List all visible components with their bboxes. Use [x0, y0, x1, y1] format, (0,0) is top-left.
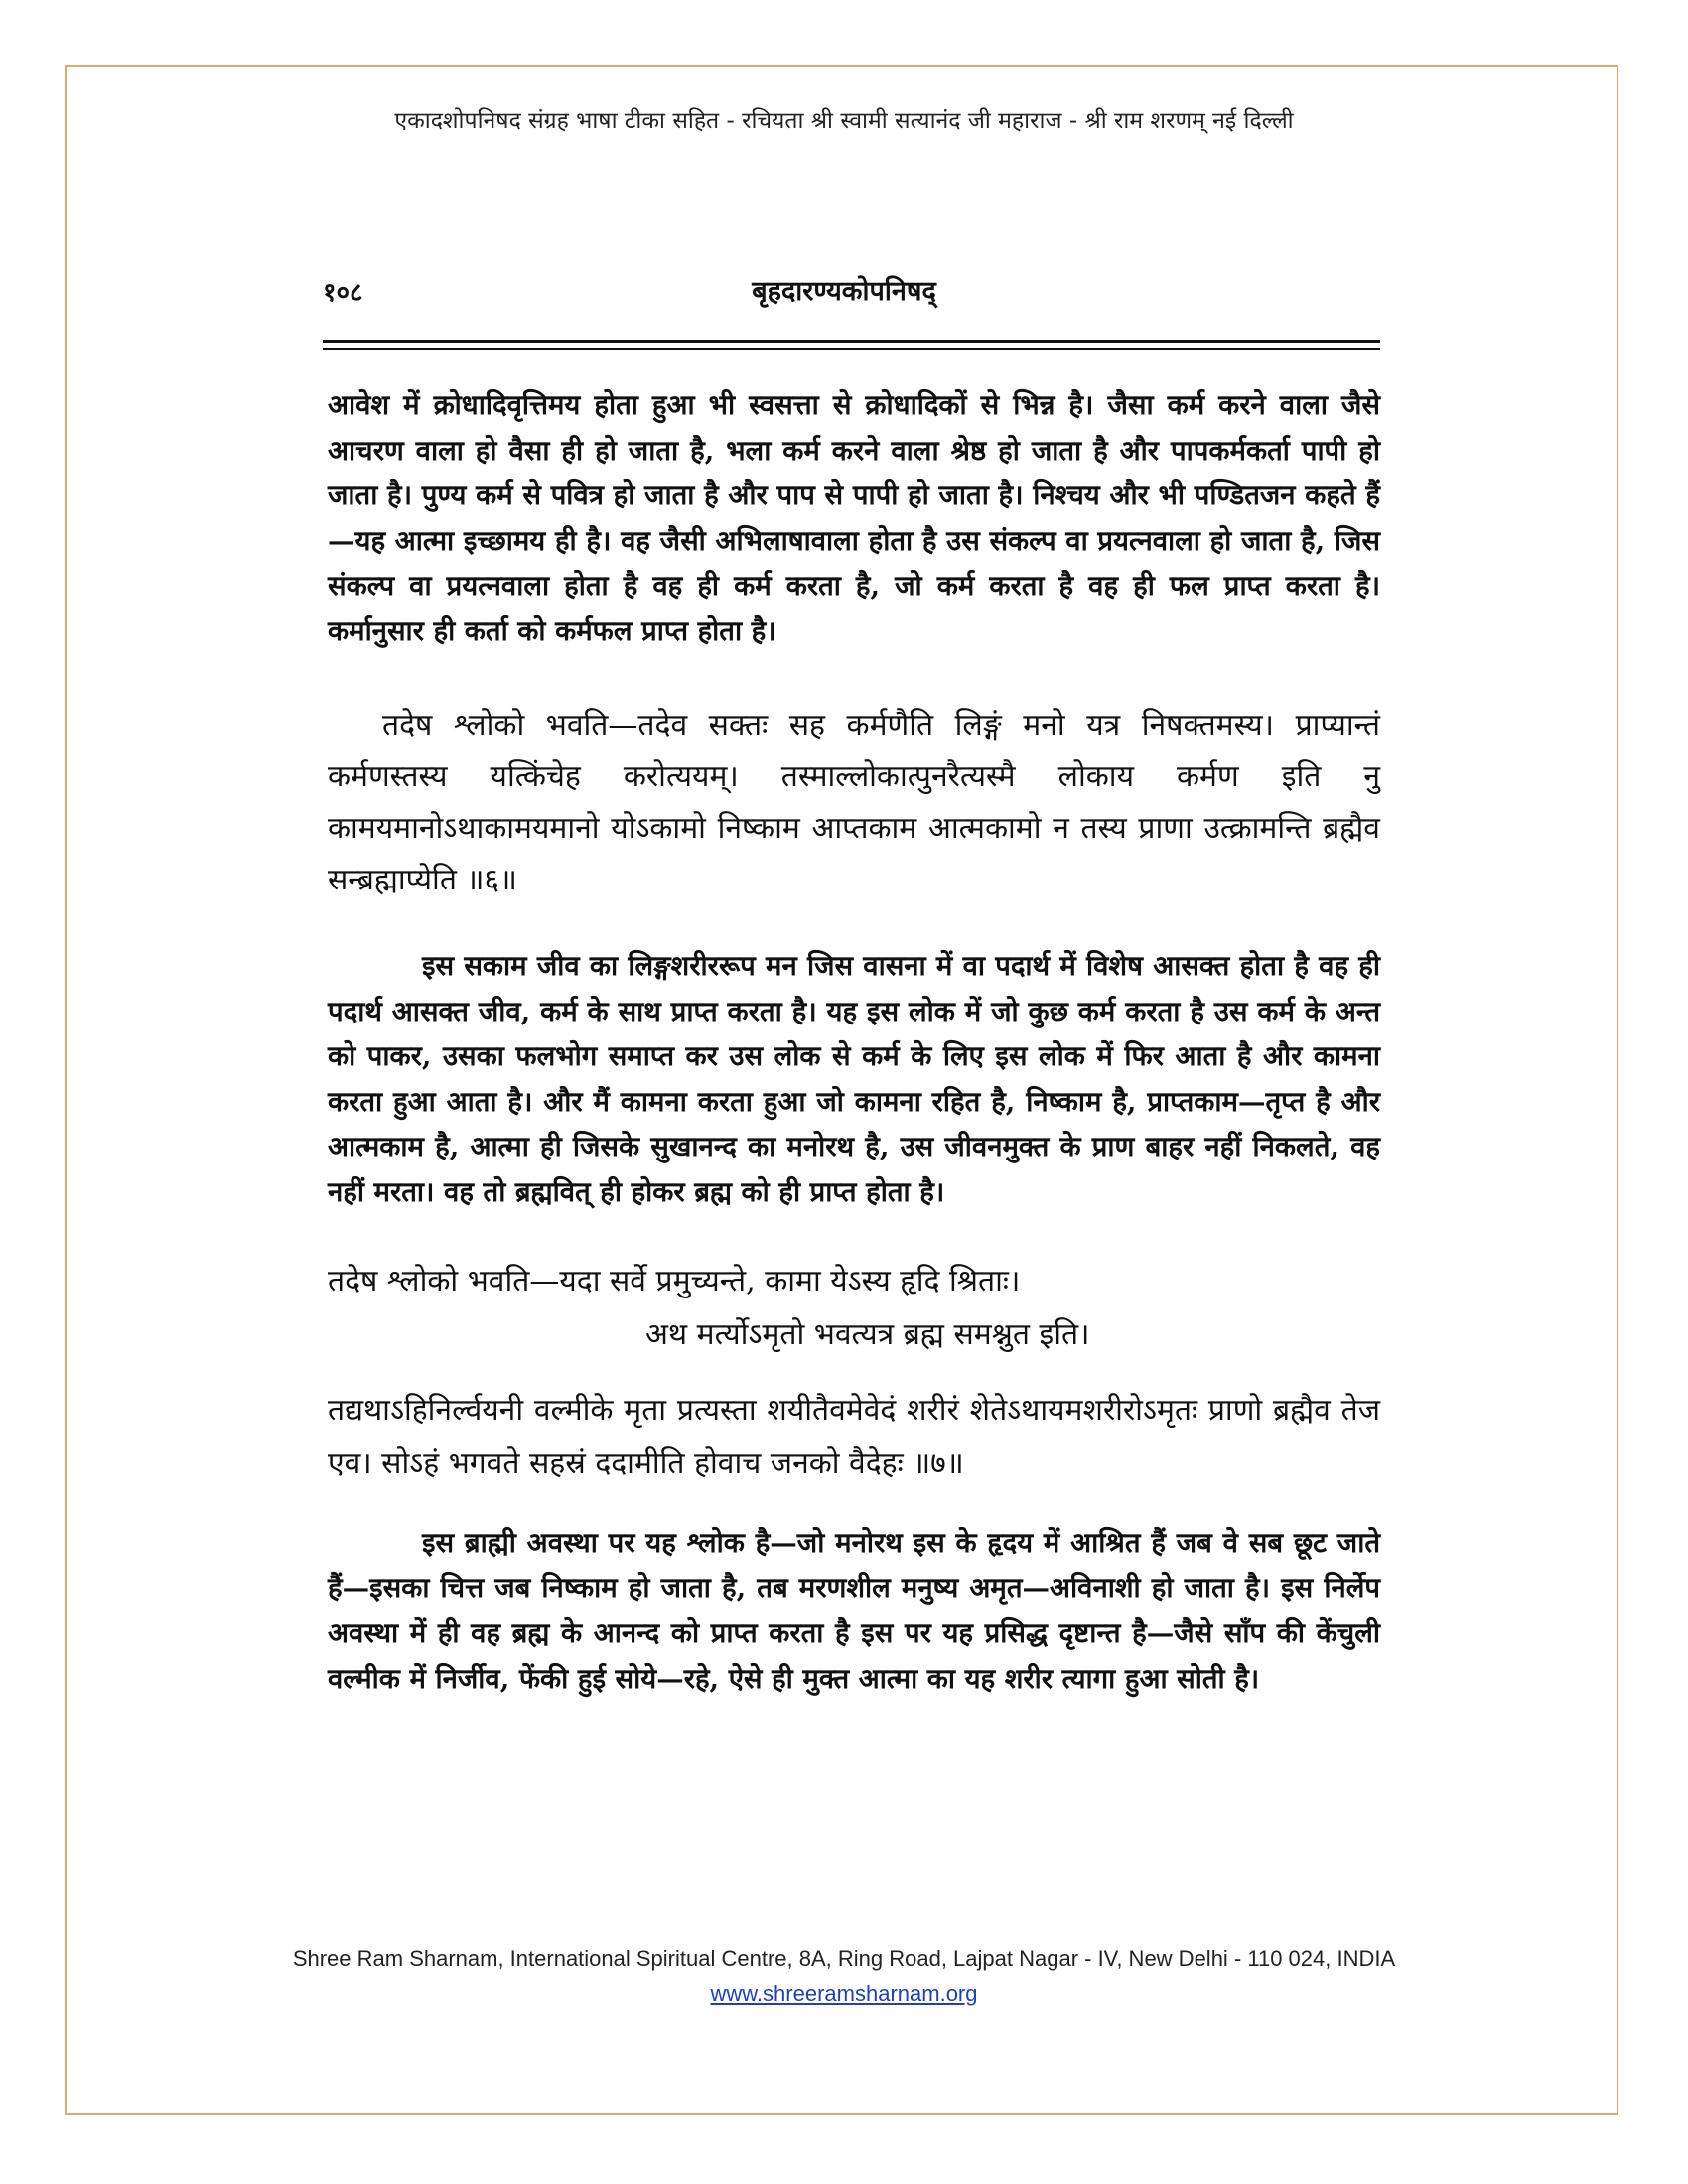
sanskrit-shloka-line-1: तदेष श्लोको भवति—यदा सर्वे प्रमुच्यन्ते, कामा येऽस्य हृदि श्रिताः।	[328, 1264, 1021, 1298]
sanskrit-verse-7: तद्यथाऽहिनिर्ल्वयनी वल्मीके मृता प्रत्यस्ता शयीतैवमेवेदं शरीरं शेतेऽथायमशरीरोऽमृतः प्राणो ब्रह्मैव तेज एव। सोऽहं भगवते सहस्रं ददामीति होवाच जनको वैदेहः ॥७॥	[328, 1393, 1380, 1481]
sanskrit-verse-6: तदेष श्लोको भवति—तदेव सक्तः सह कर्मणैति लिङ्गं मनो यत्र निषक्तमस्य। प्राप्यान्तं कर्मणस्तस्य यत्किंचेह करोत्ययम्। तस्माल्लोकात्पुनरैत्यस्मै लोकाय कर्मण इति नु कामयमानोऽथाकामयमानो योऽकामो निष्काम आप्तकाम आत्मकामो न तस्य प्राणा उत्क्रामन्ति ब्रह्मैव सन्ब्रह्माप्येति ॥६॥	[328, 708, 1380, 897]
commentary-paragraph-1: आवेश में क्रोधादिवृत्तिमय होता हुआ भी स्वसत्ता से क्रोधादिकों से भिन्न है। जैसा कर्म करने वाला जैसे आचरण वाला हो वैसा ही हो जाता है, भला कर्म करने वाला श्रेष्ठ हो जाता है और पापकर्मकर्ता पापी हो जाता है। पुण्य कर्म से पवित्र हो जाता है और पाप से पापी हो जाता है। निश्चय और भी पण्डितजन कहते हैं—यह आत्मा इच्छामय ही है। वह जैसी अभिलाषावाला होता है उस संकल्प वा प्रयत्नवाला हो जाता है, जिस संकल्प वा प्रयत्नवाला होता है वह ही कर्म करता है, जो कर्म करता है वह ही फल प्राप्त करता है। कर्मानुसार ही कर्ता को कर्मफल प्राप्त होता है।	[328, 389, 1380, 647]
page-title: बृहदारण्यकोपनिषद्	[752, 276, 936, 307]
website-link[interactable]: www.shreeramsharnam.org	[710, 1981, 978, 2006]
commentary-paragraph-3: इस ब्राह्मी अवस्था पर यह श्लोक है—जो मनोरथ इस के हृदय में आश्रित हैं जब वे सब छूट जाते हैं—इसका चित्त जब निष्काम हो जाता है, तब मरणशील मनुष्य अमृत—अविनाशी हो जाता है। इस निर्लेप अवस्था में ही वह ब्रह्म के आनन्द को प्राप्त करता है इस पर यह प्रसिद्ध दृष्टान्त है—जैसे साँप की केंचुली वल्मीक में निर्जीव, फेंकी हुई सोये—रहे, ऐसे ही मुक्त आत्मा का यह शरीर त्यागा हुआ सोती है।	[328, 1527, 1381, 1695]
title-rule-thin	[323, 348, 1380, 350]
footer-address: Shree Ram Sharnam, International Spiritual Centre, 8A, Ring Road, Lajpat Nagar - IV, New Delhi - 110 024, INDIA	[292, 1946, 1396, 1971]
sanskrit-shloka-line-2: अथ मर्त्योऽमृतो भवत्यत्र ब्रह्म समश्नुत इति।	[645, 1317, 1090, 1352]
footer-website	[0, 1981, 1688, 2007]
title-rule-thick	[323, 340, 1380, 343]
document-header: एकादशोपनिषद संग्रह भाषा टीका सहित - रचियता श्री स्वामी सत्यानंद जी महाराज - श्री राम शरणम् नई दिल्ली	[394, 108, 1294, 134]
page-number: १०८	[323, 278, 363, 308]
commentary-paragraph-2: इस सकाम जीव का लिङ्गशरीररूप मन जिस वासना में वा पदार्थ में विशेष आसक्त होता है वह ही पदार्थ आसक्त जीव, कर्म के साथ प्राप्त करता है। यह इस लोक में जो कुछ कर्म करता है उस कर्म के अन्त को पाकर, उसका फलभोग समाप्त कर उस लोक से कर्म के लिए इस लोक में फिर आता है और कामना करता हुआ आता है। और मैं कामना करता हुआ जो कामना रहित है, निष्काम है, प्राप्तकाम—तृप्त है और आत्मकाम है, आत्मा ही जिसके सुखानन्द का मनोरथ है, उस जीवनमुक्त के प्राण बाहर नहीं निकलते, वह नहीं मरता। वह तो ब्रह्मवित् ही होकर ब्रह्म को ही प्राप्त होता है।	[328, 950, 1380, 1208]
page-body	[328, 383, 1380, 1702]
